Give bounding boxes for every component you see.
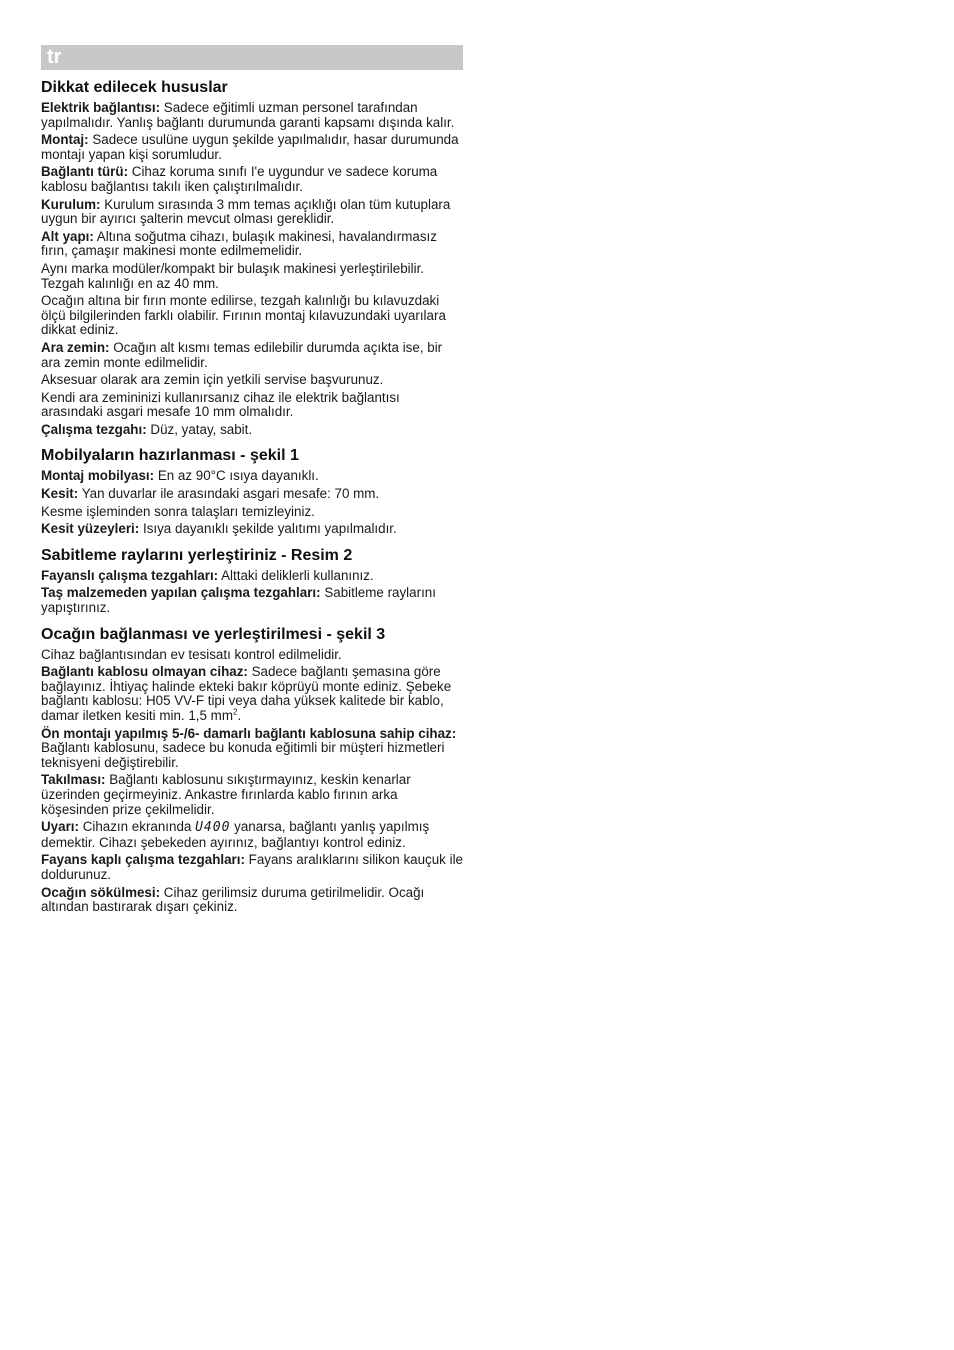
paragraph-label: Fayanslı çalışma tezgahları: — [41, 567, 219, 583]
paragraph-label: Bağlantı türü: — [41, 164, 129, 180]
section-heading: Dikkat edilecek hususlar — [41, 79, 228, 96]
paragraph: Taş malzemeden yapılan çalışma tezgahları: Sabitleme raylarını yapıştırınız. — [41, 585, 436, 616]
paragraph-label: Elektrik bağlantısı: — [41, 100, 161, 115]
language-bar — [41, 45, 463, 70]
paragraph: Ocağın sökülmesi: Cihaz gerilimsiz duruma getirilmelidir. Ocağı altından bastırarak dışarı çekiniz. — [41, 884, 425, 915]
paragraph: Kendi ara zemininizi kullanırsanız cihaz ile elektrik bağlantısı arasındaki asgari mesafe 10 mm olmalıdır. — [41, 389, 400, 420]
paragraph-label: Kesit: — [41, 486, 79, 502]
section-heading: Mobilyaların hazırlanması - şekil 1 — [41, 447, 299, 465]
paragraph: Fayanslı çalışma tezgahları: Alttaki deliklerli kullanınız. — [41, 567, 374, 583]
paragraph: Ara zemin: Ocağın alt kısmı temas edilebilir durumda açıkta ise, bir ara zemin monte edilmelidir. — [41, 339, 443, 370]
paragraph: Ön montajı yapılmış 5-/6- damarlı bağlantı kablosuna sahip cihaz: Bağlantı kablosunu, sadece bu konuda eğitimli bir müşteri hizmetleri teknisyeni değiştirebilir. — [41, 725, 457, 770]
document-body — [41, 78, 463, 918]
paragraph: Alt yapı: Altına soğutma cihazı, bulaşık makinesi, havalandırmasız fırın, çamaşır makinesi monte edilmemelidir. — [41, 228, 437, 259]
paragraph: Kesit yüzeyleri: Isıya dayanıklı şekilde yalıtımı yapılmalıdır. — [41, 521, 397, 537]
paragraph-label: Alt yapı: — [41, 228, 94, 244]
paragraph-label: Uyarı: — [41, 819, 79, 835]
paragraph-label: Bağlantı kablosu olmayan cihaz: — [41, 664, 248, 680]
paragraph-label: Kesit yüzeyleri: — [41, 521, 140, 537]
paragraph: Ocağın altına bir fırın monte edilirse, tezgah kalınlığı bu kılavuzdaki ölçü bilgilerinden farklı olabilir. Fırının montaj kılavuzundaki uyarılara dikkat ediniz. — [41, 293, 446, 338]
superscript: 2 — [233, 707, 238, 717]
paragraph: Cihaz bağlantısından ev tesisatı kontrol edilmelidir. — [41, 646, 342, 662]
paragraph: Aksesuar olarak ara zemin için yetkili servise başvurunuz. — [41, 372, 384, 388]
paragraph-label: Montaj mobilyası: — [41, 468, 155, 484]
paragraph: Uyarı: Cihazın ekranında U400 yanarsa, bağlantı yanlış yapılmış demektir. Cihazı şebekeden ayırınız, bağlantıyı kontrol ediniz. — [41, 819, 430, 850]
paragraph-label: Taş malzemeden yapılan çalışma tezgahları: — [41, 585, 321, 601]
paragraph: Montaj: Sadece usulüne uygun şekilde yapılmalıdır, hasar durumunda montajı yapan kişi sorumludur. — [41, 132, 459, 162]
paragraph: Fayans kaplı çalışma tezgahları: Fayans aralıklarını silikon kauçuk ile doldurunuz. — [41, 852, 463, 882]
paragraph-label: Fayans kaplı çalışma tezgahları: — [41, 852, 245, 868]
paragraph-label: Ön montajı yapılmış 5-/6- damarlı bağlantı kablosuna sahip cihaz: — [41, 725, 457, 741]
paragraph: Montaj mobilyası: En az 90°C ısıya dayanıklı. — [41, 468, 319, 484]
section-heading: Ocağın bağlanması ve yerleştirilmesi - şekil 3 — [41, 625, 386, 643]
paragraph: Kesme işleminden sonra talaşları temizleyiniz. — [41, 503, 315, 519]
paragraph-label: Ara zemin: — [41, 339, 110, 355]
paragraph: Elektrik bağlantısı: Sadece eğitimli uzman personel tarafından yapılmalıdır. Yanlış bağlantı durumunda garanti kapsamı dışında kalır. — [41, 100, 455, 130]
paragraph-label: Kurulum: — [41, 196, 101, 212]
paragraph-label: Çalışma tezgahı: — [41, 421, 147, 437]
section-heading: Sabitleme raylarını yerleştiriniz - Resim 2 — [41, 546, 353, 564]
paragraph: Aynı marka modüler/kompakt bir bulaşık makinesi yerleştirilebilir. Tezgah kalınlığı en az 40 mm. — [41, 260, 425, 291]
paragraph: Takılması: Bağlantı kablosunu sıkıştırmayınız, keskin kenarlar üzerinden geçirmeyiniz. Ankastre fırınlarda kablo fırının arka köşesinden prize çekilmelidir. — [41, 772, 411, 817]
display-code: U400 — [195, 820, 231, 836]
language-code: tr — [47, 46, 62, 68]
paragraph: Kesit: Yan duvarlar ile arasındaki asgari mesafe: 70 mm. — [41, 486, 380, 502]
paragraph-label: Takılması: — [41, 772, 106, 788]
paragraph: Kurulum: Kurulum sırasında 3 mm temas açıklığı olan tüm kutuplara uygun bir ayırıcı şalterin mevcut olması gereklidir. — [41, 196, 451, 227]
paragraph: Bağlantı türü: Cihaz koruma sınıfı I'e uygundur ve sadece koruma kablosu bağlantısı takılı iken çalıştırılmalıdır. — [41, 164, 438, 194]
paragraph: Bağlantı kablosu olmayan cihaz: Sadece bağlantı şemasına göre bağlayınız. İhtiyaç halinde ekteki bakır köprüyü monte ediniz. Şebeke bağlantı kablosu: H05 VV-F tipi veya daha yüksek kalitede bir kablo, damar iletken kesiti min. 1,5 $mm^2$. — [41, 664, 452, 723]
paragraph-label: Montaj: — [41, 132, 89, 148]
paragraph-label: Ocağın sökülmesi: — [41, 884, 161, 900]
paragraph: Çalışma tezgahı: Düz, yatay, sabit. — [41, 421, 253, 437]
